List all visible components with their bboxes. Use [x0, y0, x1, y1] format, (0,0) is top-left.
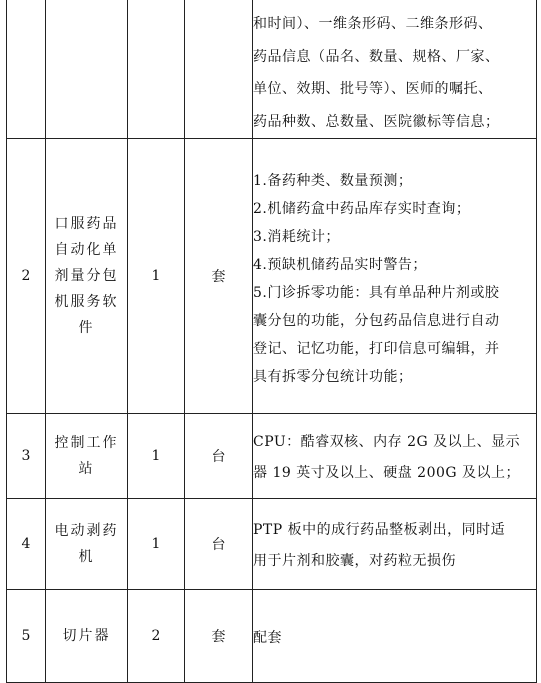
table-row: [7, 499, 537, 590]
spec-line: 药品种数、总数量、医院徽标等信息；: [253, 113, 500, 130]
item-name-text: 切片器: [62, 628, 111, 644]
cell-unit: 台: [185, 499, 253, 590]
spec-line: 具有拆零分包统计功能；: [253, 369, 413, 385]
cell-unit: [185, 0, 253, 139]
cell-item-name: [46, 139, 128, 414]
spec-line: 5.门诊拆零功能：具有单品种片剂或胶: [253, 285, 500, 301]
cell-item-number: 5: [7, 590, 46, 683]
spec-line: 2.机储药盒中药品库存实时查询；: [253, 201, 471, 217]
cell-item-name: [46, 590, 128, 683]
table-row: [7, 414, 537, 499]
spec-line: 囊分包的功能，分包药品信息进行自动: [253, 313, 500, 329]
cell-item-name: [46, 414, 128, 499]
cell-specification: [253, 0, 537, 139]
cell-item-name: [46, 499, 128, 590]
table-body: [7, 0, 537, 683]
table-row: [7, 139, 537, 414]
spec-line: 器 19 英寸及以上、硬盘 200G 及以上；: [253, 465, 521, 481]
item-name-text: 口服药品自动化单剂量分包机服务软件: [54, 216, 119, 336]
spec-line: 3.消耗统计；: [253, 229, 340, 245]
cell-item-name: [46, 0, 128, 139]
cell-item-number: [7, 0, 46, 139]
spec-line: 和时间）、一维条形码、二维条形码、: [253, 16, 493, 32]
cell-item-number: 4: [7, 499, 46, 590]
cell-specification: [253, 414, 537, 499]
cell-quantity: 1: [128, 414, 185, 499]
cell-unit: 套: [185, 590, 253, 683]
spec-line: 1.备药种类、数量预测；: [253, 173, 413, 189]
cell-specification: [253, 499, 537, 590]
cell-item-number: 3: [7, 414, 46, 499]
cell-unit: 台: [185, 414, 253, 499]
spec-line: 登记、记忆功能，打印信息可编辑，并: [253, 341, 500, 357]
item-name-text: 电动剥药机: [54, 523, 119, 565]
spec-line: CPU：酷睿双核、内存 2G 及以上、显示: [253, 434, 521, 450]
cell-quantity: 1: [128, 139, 185, 414]
spec-line: 配套: [253, 629, 282, 646]
spec-line: 用于片剂和胶囊，对药粒无损伤: [253, 553, 456, 569]
cell-quantity: [128, 0, 185, 139]
item-name-text: 控制工作站: [54, 435, 119, 477]
cell-unit: 套: [185, 139, 253, 414]
cell-item-number: 2: [7, 139, 46, 414]
spec-line: 药品信息（品名、数量、规格、厂家、: [253, 48, 500, 65]
cell-quantity: 1: [128, 499, 185, 590]
table-row: [7, 0, 537, 139]
spec-line: 单位、效期、批号等）、医师的嘱托、: [253, 81, 493, 97]
equipment-spec-table: [6, 0, 537, 683]
spec-line: 4.预缺机储药品实时警告；: [253, 257, 427, 273]
table-row: [7, 590, 537, 683]
cell-quantity: 2: [128, 590, 185, 683]
cell-specification: [253, 139, 537, 414]
cell-specification: [253, 590, 537, 683]
spec-line: PTP 板中的成行药品整板剥出，同时适: [253, 522, 506, 538]
